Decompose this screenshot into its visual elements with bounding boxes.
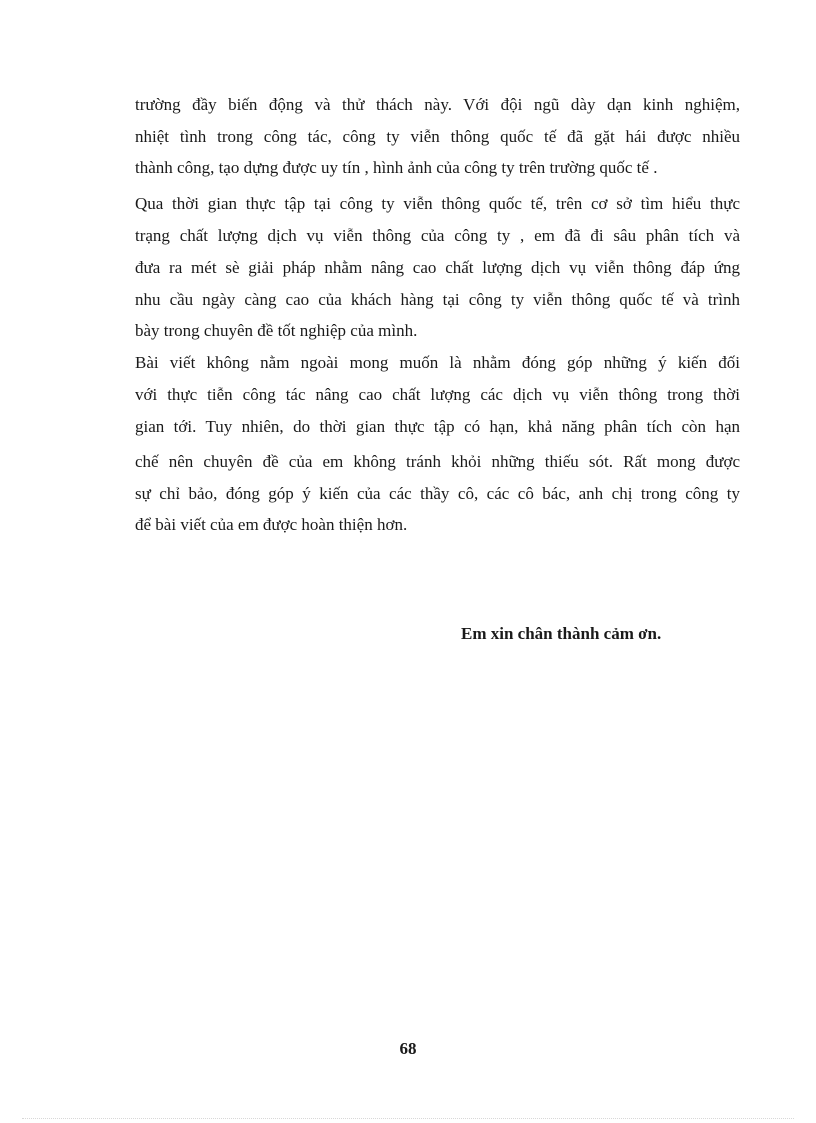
text-line: nhu cầu ngày càng cao của khách hàng tại công ty viễn thông quốc tế và trình (135, 290, 740, 309)
text-line: để bài viết của em được hoàn thiện hơn. (135, 515, 408, 534)
text-line: trạng chất lượng dịch vụ viễn thông của công ty , em đã đi sâu phân tích và (135, 226, 740, 245)
page-bottom-divider (22, 1118, 794, 1119)
page-number: 68 (399, 1039, 417, 1058)
text-line: Qua thời gian thực tập tại công ty viễn thông quốc tế, trên cơ sở tìm hiểu thực (135, 194, 740, 213)
text-line: gian tới. Tuy nhiên, do thời gian thực tập có hạn, khả năng phân tích còn hạn (135, 417, 740, 436)
text-line: chế nên chuyên đề của em không tránh khỏi những thiếu sót. Rất mong được (135, 452, 740, 471)
text-line: với thực tiễn công tác nâng cao chất lượng các dịch vụ viễn thông trong thời (135, 385, 740, 404)
text-line: Bài viết không nằm ngoài mong muốn là nhằm đóng góp những ý kiến đối (135, 353, 740, 372)
text-line: đưa ra mét sè giải pháp nhằm nâng cao chất lượng dịch vụ viễn thông đáp ứng (135, 258, 740, 277)
text-line: thành công, tạo dựng được uy tín , hình ảnh của công ty trên trường quốc tế . (135, 158, 658, 177)
text-line: nhiệt tình trong công tác, công ty viễn thông quốc tế đã gặt hái được nhiều (135, 127, 740, 146)
closing-thanks: Em xin chân thành cảm ơn. (461, 624, 662, 643)
text-line: trường đầy biến động và thử thách này. Với đội ngũ dày dạn kinh nghiệm, (135, 95, 740, 114)
text-line: sự chỉ bảo, đóng góp ý kiến của các thầy cô, các cô bác, anh chị trong công ty (135, 484, 740, 503)
text-line: bày trong chuyên đề tốt nghiệp của mình. (135, 321, 418, 340)
